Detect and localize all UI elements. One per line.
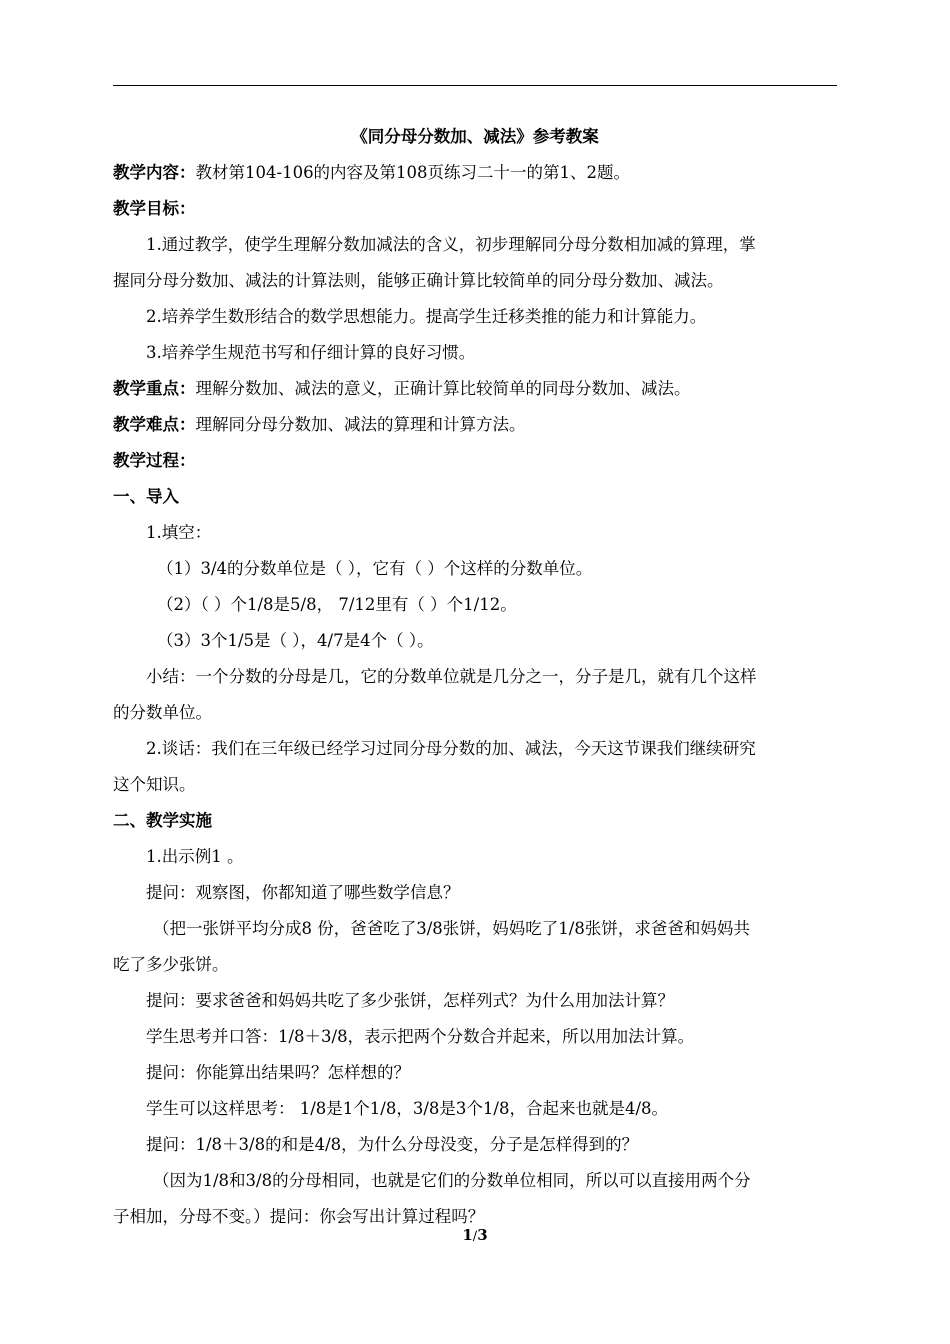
document-title: 《同分母分数加、减法》参考教案 bbox=[351, 127, 599, 146]
goal-1-line-1: 1.通过教学，使学生理解分数加减法的含义，初步理解同分母分数相加减的算理，掌 bbox=[146, 235, 756, 254]
page-number bbox=[0, 1226, 950, 1244]
difficult-point-text: 理解同分母分数加、减法的算理和计算方法。 bbox=[195, 415, 526, 434]
talk-line-1: 2.谈话：我们在三年级已经学习过同分母分数的加、减法，今天这节课我们继续研究 bbox=[146, 739, 756, 758]
info-line-2: 吃了多少张饼。 bbox=[113, 955, 229, 974]
summary-line-2: 的分数单位。 bbox=[113, 703, 212, 722]
reason-line-1: （因为1/8和3/8的分母相同，也就是它们的分数单位相同，所以可以直接用两个分 bbox=[153, 1171, 751, 1190]
question-observe: 提问：观察图，你都知道了哪些数学信息？ bbox=[146, 883, 460, 902]
section-1-heading: 一、导入 bbox=[113, 487, 179, 506]
section-2-heading: 二、教学实施 bbox=[113, 811, 212, 830]
key-point-text: 理解分数加、减法的意义，正确计算比较简单的同母分数加、减法。 bbox=[195, 379, 691, 398]
content-text: 教材第104-106的内容及第108页练习二十一的第1、2题。 bbox=[195, 163, 631, 182]
goal-3: 3.培养学生规范书写和仔细计算的良好习惯。 bbox=[146, 343, 476, 362]
info-line-1: （把一张饼平均分成8 份，爸爸吃了3/8张饼，妈妈吃了1/8张饼，求爸爸和妈妈共 bbox=[153, 919, 750, 938]
question-3: （3）3个1/5是（ ），4/7是4个（ ）。 bbox=[157, 631, 434, 650]
question-denominator: 提问：1/8＋3/8的和是4/8，为什么分母没变，分子是怎样得到的？ bbox=[146, 1135, 639, 1154]
header-rule bbox=[113, 85, 837, 86]
student-answer: 学生思考并口答：1/8＋3/8，表示把两个分数合并起来，所以用加法计算。 bbox=[146, 1027, 695, 1046]
question-1: （1）3/4的分数单位是（ ），它有（ ）个这样的分数单位。 bbox=[157, 559, 593, 578]
question-formula: 提问：要求爸爸和妈妈共吃了多少张饼，怎样列式？为什么用加法计算？ bbox=[146, 991, 674, 1010]
goals-heading: 教学目标： bbox=[113, 199, 196, 218]
process-heading: 教学过程： bbox=[113, 451, 196, 470]
fill-blank-label: 1.填空： bbox=[146, 523, 212, 542]
page-total: 3 bbox=[477, 1226, 488, 1244]
content-label: 教学内容： bbox=[113, 163, 196, 182]
student-thinking: 学生可以这样思考： 1/8是1个1/8，3/8是3个1/8，合起来也就是4/8。 bbox=[146, 1099, 669, 1118]
difficult-point-line bbox=[113, 412, 837, 448]
key-point-label: 教学重点： bbox=[113, 379, 196, 398]
goal-2: 2.培养学生数形结合的数学思想能力。提高学生迁移类推的能力和计算能力。 bbox=[146, 307, 707, 326]
content-line bbox=[113, 160, 837, 196]
goal-1-line-2: 握同分母分数加、减法的计算法则，能够正确计算比较简单的同分母分数加、减法。 bbox=[113, 271, 724, 290]
reason-line-2: 子相加，分母不变。）提问：你会写出计算过程吗？ bbox=[113, 1207, 485, 1226]
question-2: （2）（ ）个1/8是5/8， 7/12里有（ ）个1/12。 bbox=[157, 595, 517, 614]
page-separator: / bbox=[472, 1229, 478, 1244]
example-line: 1.出示例1 。 bbox=[146, 847, 244, 866]
key-point-line bbox=[113, 376, 837, 412]
document-body bbox=[113, 124, 837, 1240]
summary-line-1: 小结：一个分数的分母是几，它的分数单位就是几分之一，分子是几，就有几个这样 bbox=[146, 667, 757, 686]
difficult-point-label: 教学难点： bbox=[113, 415, 196, 434]
question-result: 提问：你能算出结果吗？怎样想的？ bbox=[146, 1063, 410, 1082]
talk-line-2: 这个知识。 bbox=[113, 775, 196, 794]
page-current: 1 bbox=[462, 1226, 473, 1244]
